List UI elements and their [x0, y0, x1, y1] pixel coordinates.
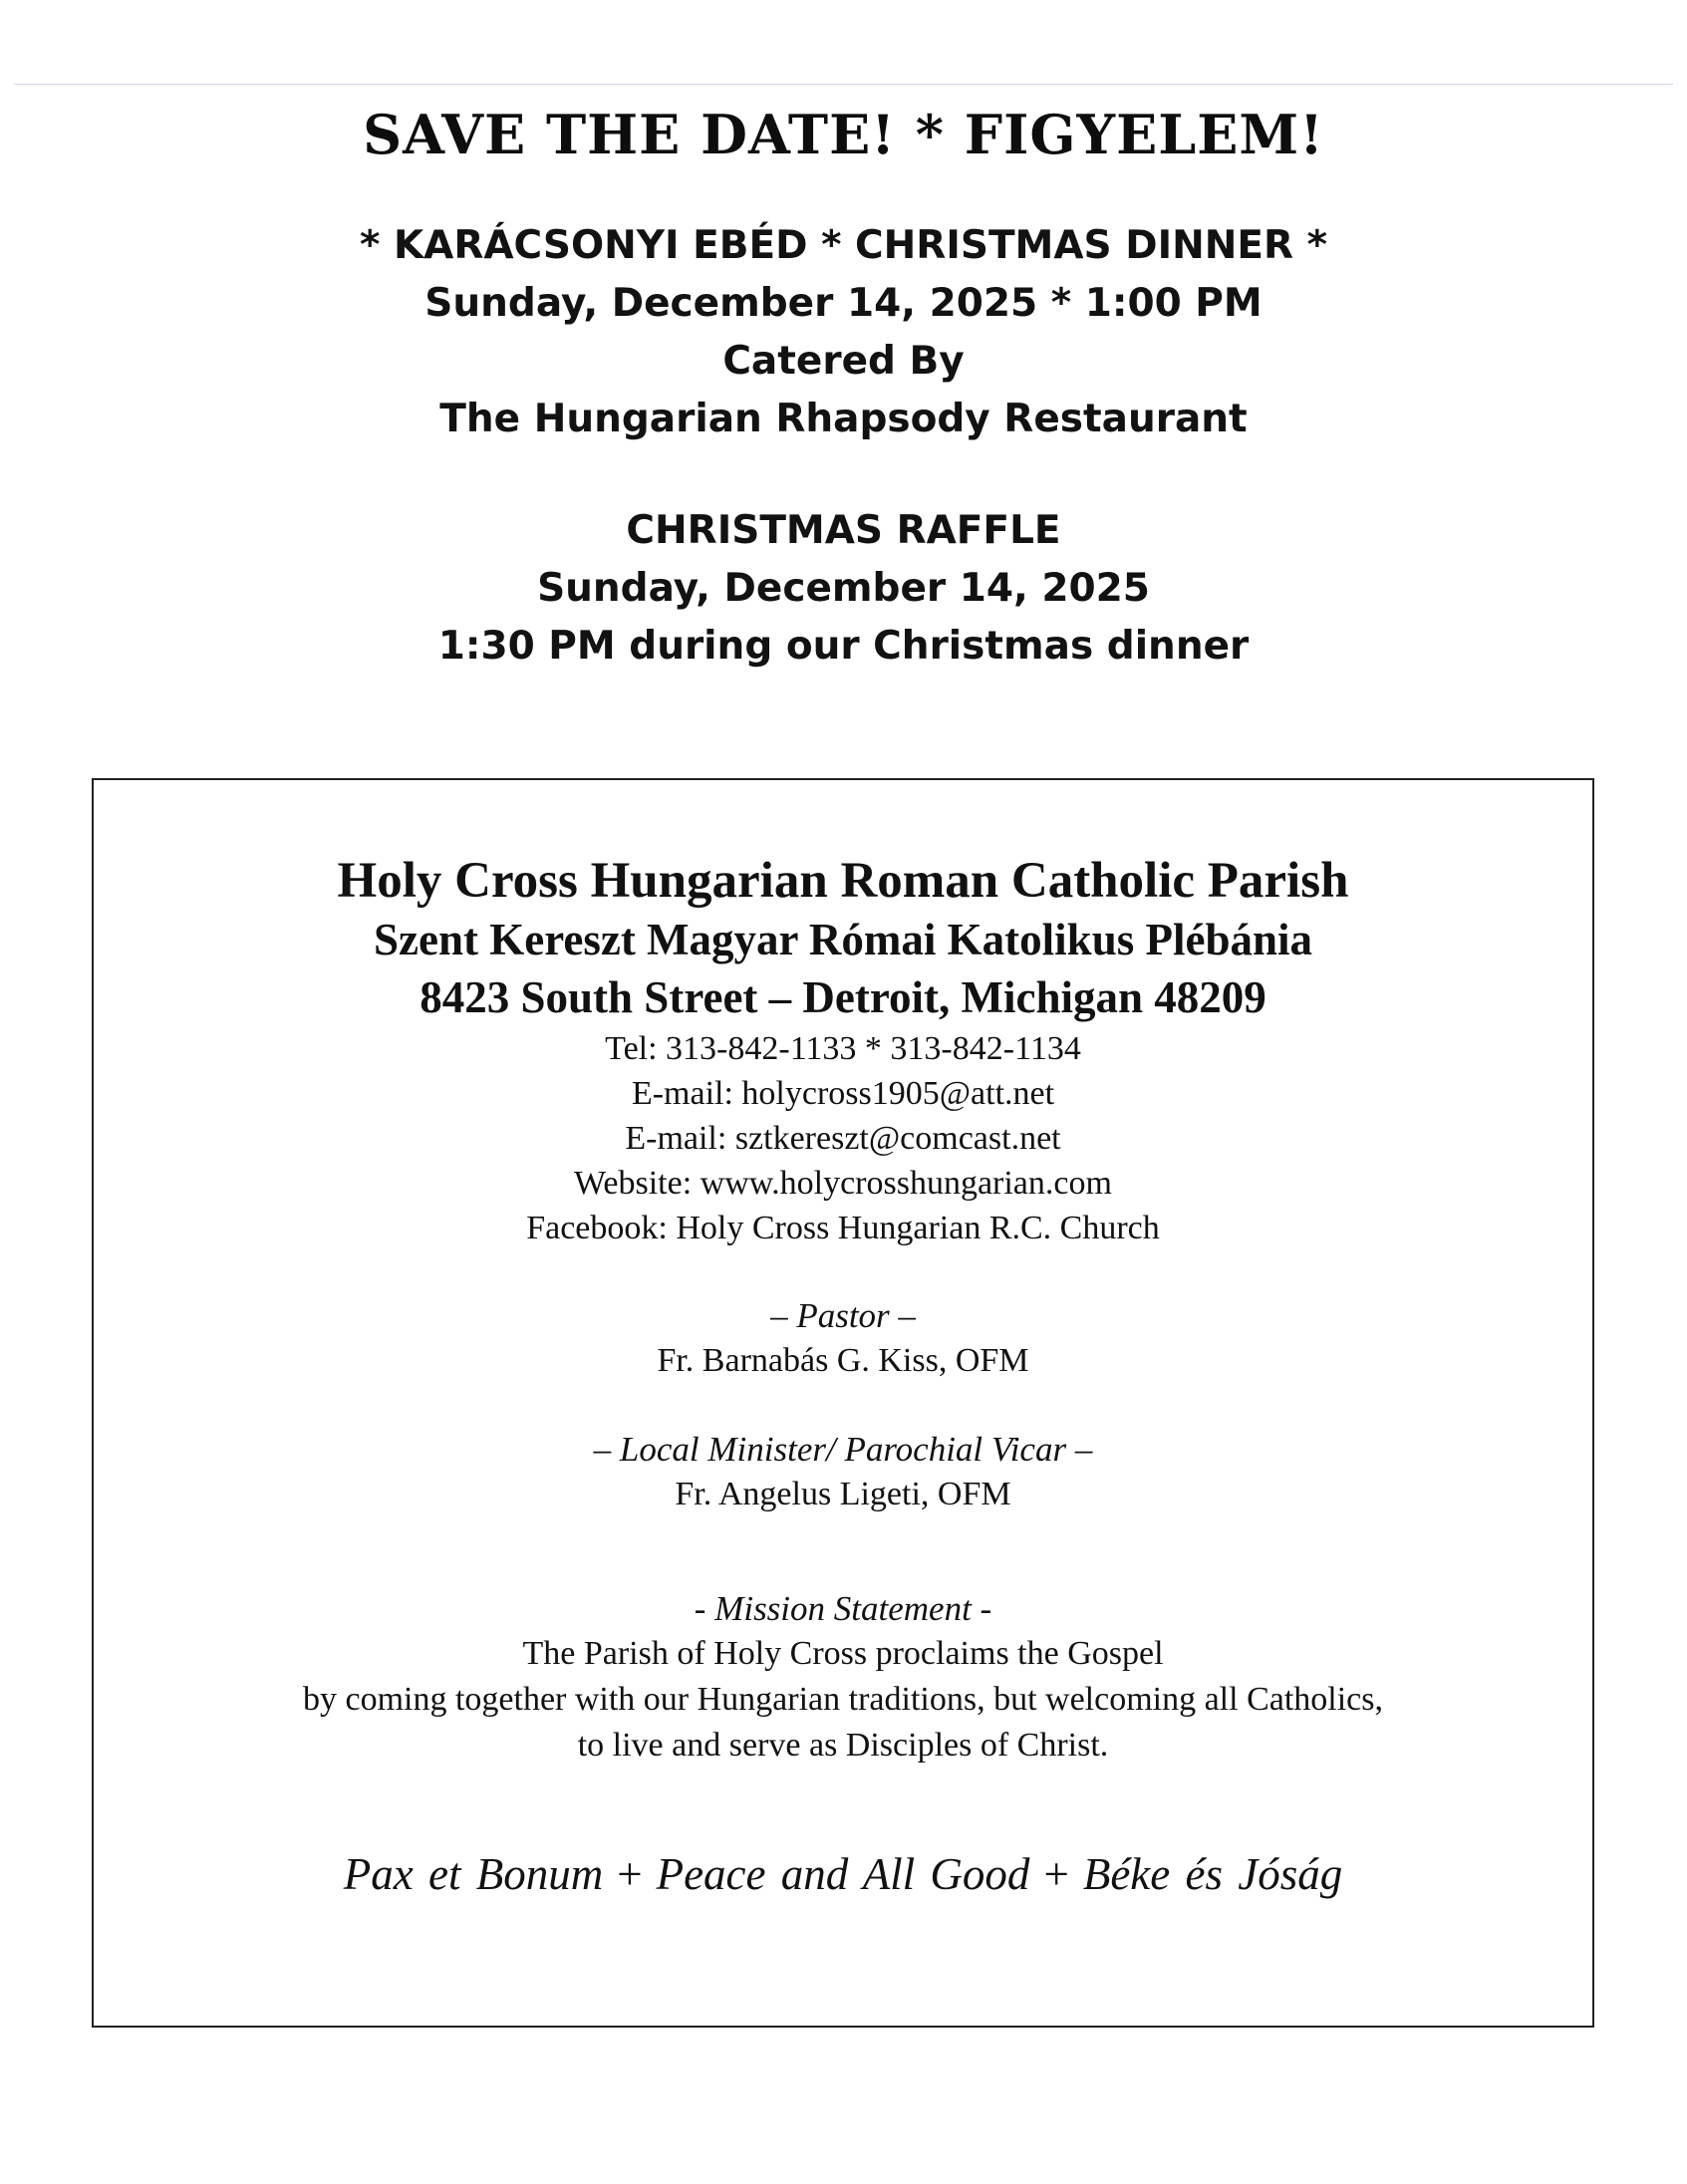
raffle-title: CHRISTMAS RAFFLE: [626, 508, 1061, 553]
motto-separator: +: [617, 1849, 643, 1899]
parish-address: 8423 South Street – Detroit, Michigan 48209: [420, 972, 1266, 1022]
motto-line: [94, 1846, 1592, 1902]
raffle-time-note: 1:30 PM during our Christmas dinner: [437, 624, 1250, 669]
catered-by-label: Catered By: [722, 339, 965, 384]
mission-line-1: The Parish of Holy Cross proclaims the Gospel: [522, 1635, 1164, 1672]
dinner-datetime: Sunday, December 14, 2025 * 1:00 PM: [424, 281, 1263, 326]
pastor-section: [94, 1294, 1592, 1384]
parish-facebook: Facebook: Holy Cross Hungarian R.C. Church: [526, 1210, 1160, 1246]
pastor-name: Fr. Barnabás G. Kiss, OFM: [657, 1342, 1029, 1379]
motto-hungarian: Béke és Jóság: [1082, 1849, 1343, 1899]
parish-email-2: E-mail: sztkereszt@comcast.net: [625, 1120, 1061, 1157]
parish-telephone: Tel: 313-842-1133 * 313-842-1134: [605, 1030, 1081, 1067]
mission-line-2: by coming together with our Hungarian traditions, but welcoming all Catholics,: [302, 1681, 1383, 1718]
mission-line-3: to live and serve as Disciples of Christ.: [577, 1727, 1109, 1764]
parish-name-hungarian: Szent Kereszt Magyar Római Katolikus Plébánia: [373, 915, 1312, 964]
vicar-title: – Local Minister/ Parochial Vicar –: [593, 1430, 1093, 1469]
pastor-title: – Pastor –: [770, 1296, 916, 1335]
christmas-raffle-block: [0, 502, 1687, 676]
raffle-date: Sunday, December 14, 2025: [537, 566, 1150, 611]
parish-email-1: E-mail: holycross1905@att.net: [631, 1075, 1055, 1112]
mission-section: [94, 1587, 1592, 1769]
vicar-name: Fr. Angelus Ligeti, OFM: [675, 1476, 1011, 1512]
parish-info-box: [92, 778, 1594, 2028]
dinner-title: * KARÁCSONYI EBÉD * CHRISTMAS DINNER *: [359, 223, 1328, 268]
scan-edge-line: [14, 84, 1673, 85]
christmas-dinner-block: [0, 217, 1687, 448]
mission-title: - Mission Statement -: [694, 1589, 992, 1628]
vicar-section: [94, 1428, 1592, 1517]
motto-latin: Pax et Bonum: [343, 1849, 604, 1899]
motto-english: Peace and All Good: [656, 1849, 1030, 1899]
motto-separator: +: [1043, 1849, 1069, 1899]
parish-website: Website: www.holycrosshungarian.com: [574, 1165, 1112, 1202]
announcement-section: [0, 100, 1687, 676]
parish-name-english: Holy Cross Hungarian Roman Catholic Parish: [337, 853, 1349, 909]
headline: SAVE THE DATE! * FIGYELEM!: [363, 103, 1324, 166]
caterer-name: The Hungarian Rhapsody Restaurant: [439, 397, 1248, 441]
